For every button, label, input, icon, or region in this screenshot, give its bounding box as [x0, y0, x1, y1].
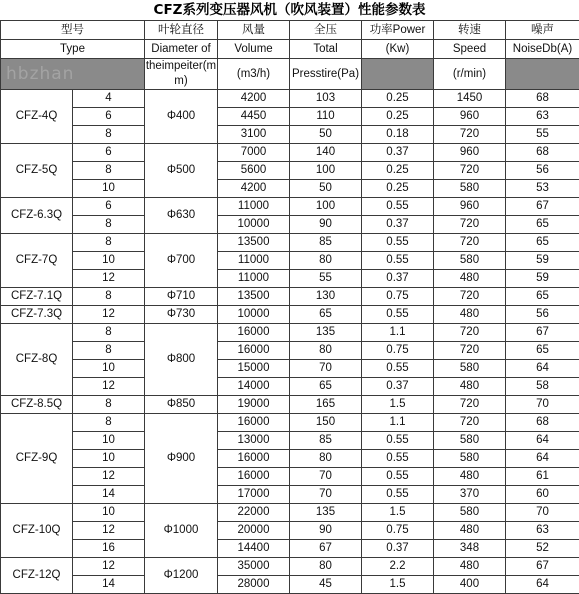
pressure-cell: 90 [290, 522, 362, 540]
poles-cell: 12 [73, 378, 145, 396]
header-speed-cn: 转速 [434, 21, 506, 40]
pressure-cell: 140 [290, 144, 362, 162]
noise-cell: 56 [506, 162, 579, 180]
speed-cell: 720 [434, 396, 506, 414]
header-pressure-en: Total [290, 40, 362, 59]
poles-cell: 8 [73, 324, 145, 342]
power-cell: 0.55 [362, 432, 434, 450]
volume-cell: 14000 [218, 378, 290, 396]
pressure-cell: 70 [290, 486, 362, 504]
table-row [1, 216, 579, 234]
pressure-cell: 80 [290, 252, 362, 270]
poles-cell: 10 [73, 252, 145, 270]
speed-cell: 370 [434, 486, 506, 504]
speed-cell: 720 [434, 216, 506, 234]
speed-cell: 720 [434, 414, 506, 432]
noise-cell: 56 [506, 306, 579, 324]
volume-cell: 3100 [218, 126, 290, 144]
volume-cell: 11000 [218, 270, 290, 288]
volume-cell: 13000 [218, 432, 290, 450]
model-cell: CFZ-5Q [1, 144, 73, 198]
speed-cell: 400 [434, 576, 506, 594]
table-row [1, 576, 579, 594]
pressure-cell: 110 [290, 108, 362, 126]
poles-cell: 8 [73, 342, 145, 360]
noise-cell: 63 [506, 522, 579, 540]
speed-cell: 480 [434, 468, 506, 486]
noise-cell: 63 [506, 108, 579, 126]
model-cell: CFZ-8Q [1, 324, 73, 396]
volume-cell: 5600 [218, 162, 290, 180]
volume-cell: 14400 [218, 540, 290, 558]
pressure-cell: 150 [290, 414, 362, 432]
noise-cell: 67 [506, 324, 579, 342]
pressure-cell: 85 [290, 432, 362, 450]
pressure-cell: 67 [290, 540, 362, 558]
pressure-cell: 65 [290, 378, 362, 396]
header-diameter-en: Diameter of [145, 40, 218, 59]
power-cell: 1.1 [362, 414, 434, 432]
volume-cell: 16000 [218, 342, 290, 360]
volume-cell: 22000 [218, 504, 290, 522]
power-cell: 0.25 [362, 90, 434, 108]
power-cell: 1.5 [362, 576, 434, 594]
noise-cell: 64 [506, 450, 579, 468]
volume-cell: 15000 [218, 360, 290, 378]
model-cell: CFZ-12Q [1, 558, 73, 594]
power-cell: 0.37 [362, 216, 434, 234]
header-noise-en: NoiseDb(A) [506, 40, 579, 59]
poles-cell: 8 [73, 396, 145, 414]
volume-cell: 17000 [218, 486, 290, 504]
model-cell: CFZ-4Q [1, 90, 73, 144]
noise-cell: 65 [506, 234, 579, 252]
table-row [1, 288, 579, 306]
volume-cell: 13500 [218, 234, 290, 252]
diameter-cell: Φ850 [145, 396, 218, 414]
volume-cell: 11000 [218, 198, 290, 216]
power-cell: 0.75 [362, 288, 434, 306]
speed-cell: 720 [434, 126, 506, 144]
pressure-cell: 80 [290, 558, 362, 576]
pressure-cell: 55 [290, 270, 362, 288]
pressure-cell: 90 [290, 216, 362, 234]
power-cell: 0.55 [362, 234, 434, 252]
speed-cell: 720 [434, 162, 506, 180]
speed-cell: 480 [434, 306, 506, 324]
header-pressure-unit: Presstire(Pa) [290, 59, 362, 90]
header-speed-en: Speed [434, 40, 506, 59]
pressure-cell: 135 [290, 324, 362, 342]
poles-cell: 10 [73, 180, 145, 198]
pressure-cell: 130 [290, 288, 362, 306]
power-cell: 0.55 [362, 450, 434, 468]
speed-cell: 480 [434, 522, 506, 540]
model-cell: CFZ-10Q [1, 504, 73, 558]
pressure-cell: 103 [290, 90, 362, 108]
power-cell: 0.75 [362, 342, 434, 360]
pressure-cell: 70 [290, 360, 362, 378]
volume-cell: 4200 [218, 90, 290, 108]
header-speed-unit: (r/min) [434, 59, 506, 90]
noise-cell: 67 [506, 558, 579, 576]
diameter-cell: Φ700 [145, 234, 218, 288]
speed-cell: 580 [434, 360, 506, 378]
noise-cell: 70 [506, 504, 579, 522]
power-cell: 0.55 [362, 486, 434, 504]
speed-cell: 480 [434, 270, 506, 288]
pressure-cell: 45 [290, 576, 362, 594]
power-cell: 0.37 [362, 540, 434, 558]
volume-cell: 16000 [218, 414, 290, 432]
table-row [1, 234, 579, 252]
volume-cell: 4200 [218, 180, 290, 198]
diameter-cell: Φ1200 [145, 558, 218, 594]
performance-parameter-table [0, 20, 579, 594]
noise-cell: 64 [506, 432, 579, 450]
pressure-cell: 100 [290, 162, 362, 180]
poles-cell: 8 [73, 216, 145, 234]
poles-cell: 8 [73, 414, 145, 432]
table-row [1, 396, 579, 414]
model-cell: CFZ-9Q [1, 414, 73, 504]
noise-cell: 53 [506, 180, 579, 198]
table-row [1, 144, 579, 162]
noise-cell: 70 [506, 396, 579, 414]
header-type-en: Type [1, 40, 145, 59]
noise-cell: 58 [506, 378, 579, 396]
poles-cell: 12 [73, 270, 145, 288]
diameter-cell: Φ800 [145, 324, 218, 396]
header-power-en: (Kw) [362, 40, 434, 59]
pressure-cell: 50 [290, 126, 362, 144]
volume-cell: 35000 [218, 558, 290, 576]
poles-cell: 6 [73, 144, 145, 162]
poles-cell: 4 [73, 90, 145, 108]
poles-cell: 6 [73, 108, 145, 126]
table-row [1, 360, 579, 378]
volume-cell: 10000 [218, 306, 290, 324]
volume-cell: 16000 [218, 468, 290, 486]
noise-cell: 67 [506, 198, 579, 216]
volume-cell: 28000 [218, 576, 290, 594]
diameter-cell: Φ630 [145, 198, 218, 234]
noise-cell: 64 [506, 576, 579, 594]
noise-cell: 65 [506, 342, 579, 360]
power-cell: 0.55 [362, 252, 434, 270]
diameter-cell: Φ1000 [145, 504, 218, 558]
power-cell: 0.75 [362, 522, 434, 540]
noise-cell: 61 [506, 468, 579, 486]
power-cell: 0.55 [362, 198, 434, 216]
model-cell: CFZ-7Q [1, 234, 73, 288]
power-cell: 0.55 [362, 468, 434, 486]
speed-cell: 580 [434, 252, 506, 270]
noise-cell: 59 [506, 270, 579, 288]
table-row [1, 306, 579, 324]
diameter-cell: Φ400 [145, 90, 218, 144]
table-row [1, 270, 579, 288]
speed-cell: 720 [434, 234, 506, 252]
power-cell: 0.37 [362, 378, 434, 396]
diameter-cell: Φ730 [145, 306, 218, 324]
pressure-cell: 65 [290, 306, 362, 324]
pressure-cell: 100 [290, 198, 362, 216]
speed-cell: 348 [434, 540, 506, 558]
model-cell: CFZ-7.3Q [1, 306, 73, 324]
poles-cell: 16 [73, 540, 145, 558]
table-row [1, 378, 579, 396]
header-power-cn: 功率Power [362, 21, 434, 40]
poles-cell: 10 [73, 504, 145, 522]
poles-cell: 10 [73, 450, 145, 468]
model-cell: CFZ-8.5Q [1, 396, 73, 414]
noise-cell: 68 [506, 414, 579, 432]
header-row-english [1, 40, 579, 59]
pressure-cell: 70 [290, 468, 362, 486]
diameter-cell: Φ900 [145, 414, 218, 504]
pressure-cell: 50 [290, 180, 362, 198]
volume-cell: 7000 [218, 144, 290, 162]
table-row [1, 414, 579, 432]
table-row [1, 198, 579, 216]
table-row [1, 486, 579, 504]
power-cell: 2.2 [362, 558, 434, 576]
table-row [1, 450, 579, 468]
table-row [1, 162, 579, 180]
header-diameter-cn: 叶轮直径 [145, 21, 218, 40]
poles-cell: 8 [73, 288, 145, 306]
table-row [1, 342, 579, 360]
speed-cell: 720 [434, 288, 506, 306]
speed-cell: 580 [434, 504, 506, 522]
speed-cell: 720 [434, 342, 506, 360]
poles-cell: 10 [73, 360, 145, 378]
volume-cell: 20000 [218, 522, 290, 540]
table-row [1, 504, 579, 522]
pressure-cell: 135 [290, 504, 362, 522]
header-volume-cn: 风量 [218, 21, 290, 40]
poles-cell: 14 [73, 486, 145, 504]
speed-cell: 480 [434, 558, 506, 576]
power-cell: 0.25 [362, 108, 434, 126]
noise-cell: 60 [506, 486, 579, 504]
power-cell: 0.18 [362, 126, 434, 144]
speed-cell: 480 [434, 378, 506, 396]
table-row [1, 180, 579, 198]
power-cell: 0.37 [362, 144, 434, 162]
poles-cell: 10 [73, 432, 145, 450]
poles-cell: 12 [73, 522, 145, 540]
volume-cell: 10000 [218, 216, 290, 234]
pressure-cell: 165 [290, 396, 362, 414]
noise-cell: 65 [506, 288, 579, 306]
noise-cell: 52 [506, 540, 579, 558]
speed-cell: 580 [434, 450, 506, 468]
table-row [1, 468, 579, 486]
table-row [1, 432, 579, 450]
watermark-text: hbzhan [6, 64, 75, 84]
table-row [1, 558, 579, 576]
speed-cell: 960 [434, 198, 506, 216]
model-cell: CFZ-6.3Q [1, 198, 73, 234]
table-row [1, 126, 579, 144]
header-volume-unit: (m3/h) [218, 59, 290, 90]
power-cell: 0.25 [362, 162, 434, 180]
header-diameter-unit: theimpeiter(mm) [145, 59, 218, 90]
speed-cell: 1450 [434, 90, 506, 108]
poles-cell: 8 [73, 126, 145, 144]
power-cell: 0.25 [362, 180, 434, 198]
noise-cell: 55 [506, 126, 579, 144]
header-row-chinese [1, 21, 579, 40]
poles-cell: 12 [73, 306, 145, 324]
header-noise-blank [506, 59, 579, 90]
poles-cell: 8 [73, 234, 145, 252]
table-row [1, 90, 579, 108]
noise-cell: 68 [506, 144, 579, 162]
header-volume-en: Volume [218, 40, 290, 59]
volume-cell: 16000 [218, 324, 290, 342]
speed-cell: 580 [434, 432, 506, 450]
power-cell: 1.5 [362, 504, 434, 522]
power-cell: 0.55 [362, 360, 434, 378]
header-type-cn: 型号 [1, 21, 145, 40]
power-cell: 0.37 [362, 270, 434, 288]
table-row [1, 540, 579, 558]
pressure-cell: 80 [290, 450, 362, 468]
poles-cell: 12 [73, 558, 145, 576]
poles-cell: 6 [73, 198, 145, 216]
pressure-cell: 80 [290, 342, 362, 360]
volume-cell: 13500 [218, 288, 290, 306]
noise-cell: 68 [506, 90, 579, 108]
pressure-cell: 85 [290, 234, 362, 252]
speed-cell: 580 [434, 180, 506, 198]
table-row [1, 108, 579, 126]
diameter-cell: Φ710 [145, 288, 218, 306]
power-cell: 1.1 [362, 324, 434, 342]
noise-cell: 64 [506, 360, 579, 378]
volume-cell: 11000 [218, 252, 290, 270]
diameter-cell: Φ500 [145, 144, 218, 198]
header-noise-cn: 噪声 [506, 21, 579, 40]
speed-cell: 960 [434, 108, 506, 126]
poles-cell: 8 [73, 162, 145, 180]
model-cell: CFZ-7.1Q [1, 288, 73, 306]
speed-cell: 960 [434, 144, 506, 162]
power-cell: 0.55 [362, 306, 434, 324]
table-title: CFZ系列变压器风机（吹风装置）性能参数表 [153, 2, 426, 18]
poles-cell: 12 [73, 468, 145, 486]
header-pressure-cn: 全压 [290, 21, 362, 40]
poles-cell: 14 [73, 576, 145, 594]
noise-cell: 65 [506, 216, 579, 234]
speed-cell: 720 [434, 324, 506, 342]
noise-cell: 59 [506, 252, 579, 270]
volume-cell: 4450 [218, 108, 290, 126]
table-row [1, 522, 579, 540]
volume-cell: 19000 [218, 396, 290, 414]
volume-cell: 16000 [218, 450, 290, 468]
table-row [1, 252, 579, 270]
header-power-blank [362, 59, 434, 90]
table-row [1, 324, 579, 342]
power-cell: 1.5 [362, 396, 434, 414]
